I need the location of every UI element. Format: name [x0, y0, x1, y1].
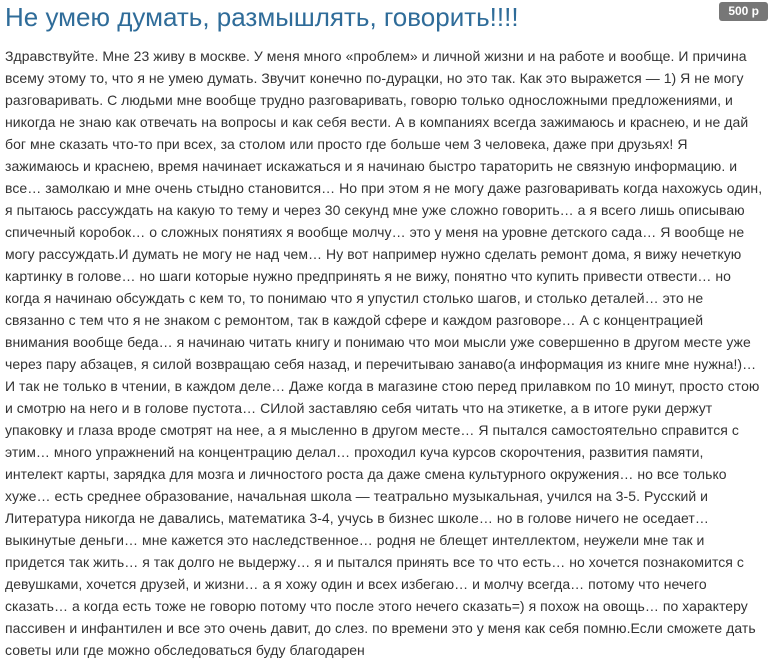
question-body: Здравствуйте. Мне 23 живу в москве. У меня много «проблем» и личной жизни и на работе и вообще. И причина всему этому то, что я не умею думать. Звучит конечно по-дурацки, но это так. Как это выражется — 1) Я не могу разговаривать. С людьми мне вообще трудно разговаривать, говорю только односложными предложениями, и никогда не знаю как отвечать на вопросы и как себя вести. А в компаниях всегда зажимаюсь и краснею, и не дай бог мне сказать что-то при всех, за столом или просто где больше чем 3 человека, даже при друзьях! Я зажимаюсь и краснею, время начинает искажаться и я начинаю быстро тараторить не связную информацию. и все… замолкаю и мне очень стыдно становится… Но при этом я не могу даже разговаривать когда нахожусь один, я пытаюсь рассуждать на какую то тему и через 30 секунд мне уже сложно говорить… а я всего лишь описываю спичечный коробок… о сложных понятиях я вообще молчу… это у меня на уровне детского сада… Я вообще не могу рассуждать.И думать не могу не над чем… Ну вот например нужно сделать ремонт дома, я вижу нечеткую картинку в голове… но шаги которые нужно предпринять я не вижу, понятно что купить привести отвести… но когда я начинаю обсуждать с кем то, то понимаю что я упустил столько шагов, и столько деталей… это не связанно с тем что я не знаком с ремонтом, так в каждой сфере и каждом разговоре… А с концентрацией внимания вообще беда… я начинаю читать книгу и понимаю что мои мысли уже совершенно в другом месте уже через пару абзацев, я силой возвращаю себя назад, и перечитываю занаво(а информация из книге мне нужна!)… И так не только в чтении, в каждом деле… Даже когда в магазине стою перед прилавком по 10 минут, просто стою и смотрю на него и в голове пустота… СИлой заставляю себя читать что на этикетке, а в итоге руки держут упаковку и глаза вроде смотрят на нее, а я мысленно в другом месте… Я пытался самостоятельно справится с этим… много упражнений на концентрацию делал… проходил куча курсов скорочтения, развития памяти, интелект карты, зарядка для мозга и личностого роста да даже смена культурного окружения… но все только хуже… есть среднее образование, начальная школа — театрально музыкальная, учился на 3-5. Русский и Литература никогда не давались, математика 3-4, учусь в бизнес школе… но в голове ничего не оседает… выкинутые деньги… мне кажется это наследственное… родня не блещет интеллектом, неужели мне так и придется так жить… я так долго не выдержу… я и пытался принять все то что есть… но хочется познакомится с девушками, хочется друзей, и жизни… а я хожу один и всех избегаю… и молчу всегда… потому что нечего сказать… а когда есть тоже не говорю потому что после этого нечего сказать=) я похож на овощь… по характеру пассивен и инфантилен и все это очень давит, до слез. по времени это у меня как себя помню.Если сможете дать советы или где можно обследоваться буду благодарен [5, 48, 763, 658]
price-badge: 500 р [719, 2, 768, 21]
question-title[interactable]: Не умею думать, размышлять, говорить!!!! [5, 2, 519, 32]
